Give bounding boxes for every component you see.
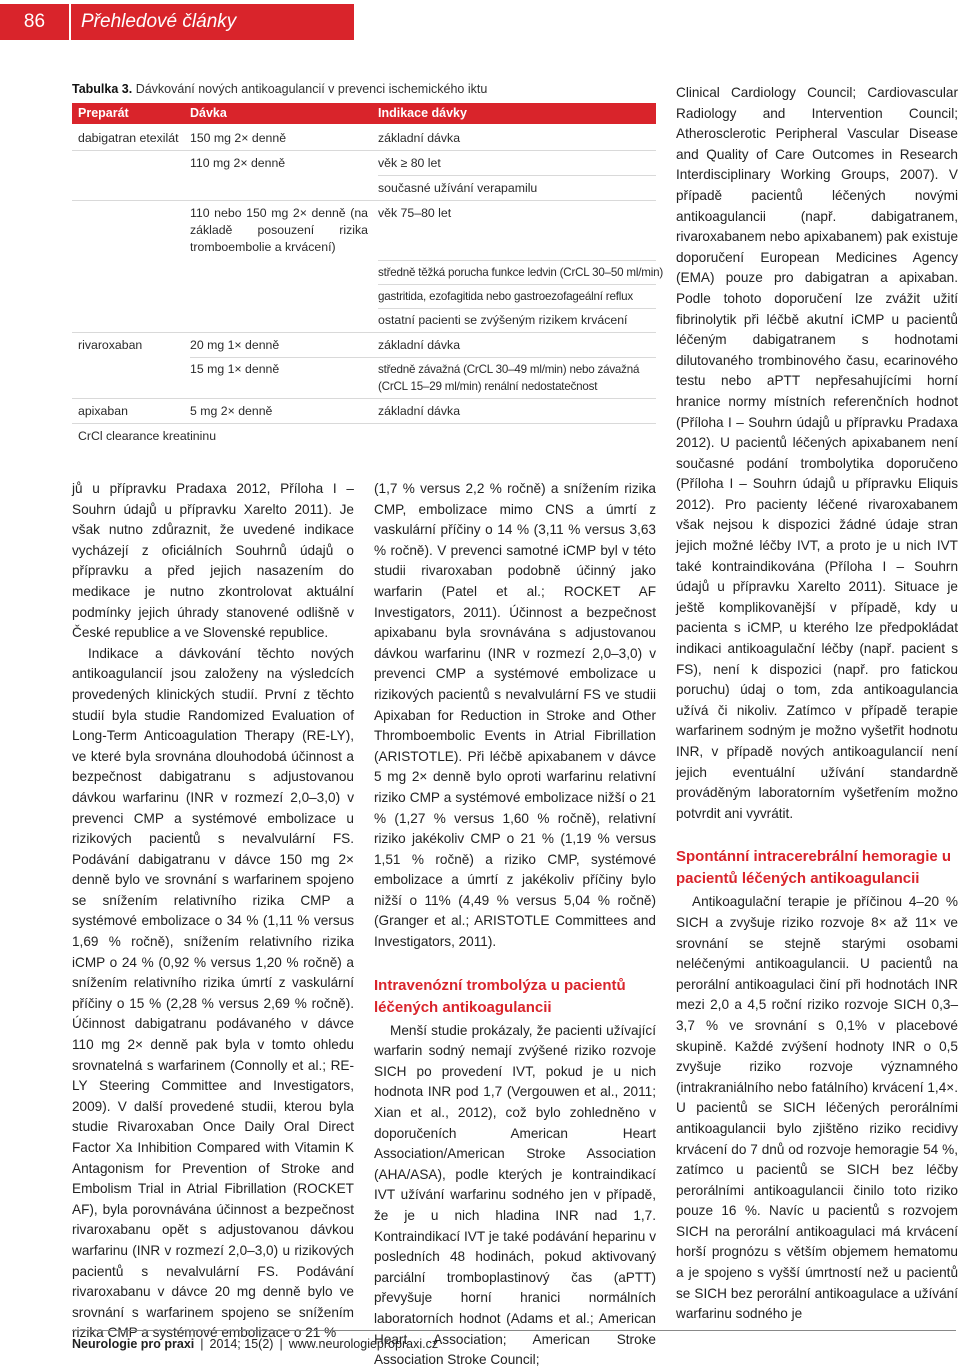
table-cell-indikace: současné užívání verapamilu bbox=[378, 181, 538, 195]
table-header-indikace: Indikace dávky bbox=[378, 106, 467, 120]
page-footer: Neurologie pro praxi | 2014; 15(2) | www.neurologiepropraxi.cz bbox=[72, 1330, 956, 1351]
table-cell-davka: 110 nebo 150 mg 2× denně (na základě posouzení rizika tromboembolie a krvácení) bbox=[190, 206, 368, 254]
paragraph: Antikoagulační terapie je příčinou 4–20 % SICH a zvyšuje riziko rozvoje 8× až 11× ve srovnání se stejně starými osobami neléčenými antikoagulancii. U pacientů na perorální antikoagulaci činí při hodnotách INR mezi 2,0 a 4,5 roční riziko rozvoje SICH 0,3–3,7 % ve srovnání s 0,1% v placebové skupině. Každé zvýšení hodnoty INR o 0,5 zvyšuje riziko rozvoje významného (intrakraniálního nebo fatálního) krvácení 1,4×. U pacientů se SICH léčených perorálními antikoagulancii bylo zjištěno riziko recidivy krvácení do 7 dnů od rozvoje hemoragie 54 %, zatímco u pacientů se SICH bez léčby perorálními antikoagulancii činilo toto riziko pouze 16 %. Navíc u pacientů s rozvojem SICH na perorální antikoagulaci má krvácení horší prognózu s větším objemem hematomu a je spojeno s vyšší úmrtností než u pacientů se SICH bez perorální antikoagulace a užívání warfarinu sodného je bbox=[676, 894, 958, 1322]
paragraph: Clinical Cardiology Council; Cardiovascular Radiology and Intervention Council; Atherosclerotic Peripheral Vascular Disease and Quality of Care Outcomes in Research Interdisciplinary Working Groups, 2007). V případě pacientů léčených novými antikoagulancii (např. dabigatranem, rivaroxabanem nebo apixabanem) pak existuje doporučení European Medicines Agency (EMA) pouze pro dabigatran a apixaban. Podle tohoto doporučení lze zvážit užití fibrinolytik při léčbě akutní iCMP u pacientů léčeným dabigatranem s hodnotami dilutovaného trombinového času, ecarinového testu nebo aPTT nepřesahujícími horní hranice normy místních referenčních hodnot (Příloha I – Souhrn údajů u přípravku Pradaxa 2012). U pacientů léčených apixabanem není současné podání trombolytika doporučeno (Příloha I – Souhrn údajů u přípravku Eliquis 2012). Pro pacienty léčené rivaroxabanem však nejsou k dispozici žádné údaje stran jejich možné léčby IVT, a proto je u nich IVT také kontraindikována (Příloha I – Souhrn údajů u přípravku Xarelto 2011). Situace je ještě komplikovanější v případě, kdy u pacienta s iCMP, u kterého lze předpokládat indikaci antikoagulační léčby (např. pacient s FS), není k dispozici (např. pro fatickou poruchu) údaj o tom, zda antikoagulancia užívá či nikoliv. Zatímco v případě terapie warfarinem sodným je možno vyšetřit hodnotu INR, v případě nových antikoagulancií není jejich eventuální užívání standardně prováděným laboratorním vyšetřením možno potvrdit ani vyvrátit. bbox=[676, 85, 958, 821]
table-cell-davka: 15 mg 1× denně bbox=[190, 362, 280, 376]
journal-name: Neurologie pro praxi bbox=[72, 1337, 195, 1351]
table-cell-preparat: apixaban bbox=[78, 404, 128, 418]
table-caption bbox=[72, 82, 487, 96]
issue-info: 2014; 15(2) bbox=[209, 1337, 274, 1351]
table-cell-indikace: gastritida, ezofagitida nebo gastroezofageální reflux bbox=[378, 290, 633, 303]
section-heading: Intravenózní trombolýza u pacientů léčených antikoagulancii bbox=[374, 976, 626, 1016]
table-row-divider bbox=[72, 332, 656, 333]
table-cell-indikace: věk ≥ 80 let bbox=[378, 156, 441, 170]
paragraph: Menší studie prokázaly, že pacienti užívající warfarin sodný nemají zvýšené riziko rozvoje SICH po provedení IVT, pokud je u nich hodnota INR pod 1,7 (Vergouwen et al., 2011; Xian et al., 2012), což bylo zohledněno v doporučeních American Heart Association/American Stroke Association (AHA/ASA), podle kterých je kontraindikací IVT užívání warfarinu sodného jen v případě, že je u nich hladina INR nad 1,7. Kontraindikací IVT je také podávání heparinu v posledních 48 hodinách, pokud aktivovaný parciální tromboplastinový čas (aPTT) převyšuje horní hranici normálních laboratorních hodnot (Adams et al.; American Heart Association; American Stroke Association Stroke Council; bbox=[374, 1022, 656, 1368]
section-title: Přehledové články bbox=[71, 4, 354, 40]
section-heading: Spontánní intracerebrální hemoragie u pacientů léčených antikoagulancii bbox=[676, 848, 952, 888]
table-cell-indikace: věk 75–80 let bbox=[378, 206, 452, 220]
table-cell-indikace: základní dávka bbox=[378, 131, 461, 145]
table-cell-indikace: středně závažná (CrCL 30–49 ml/min) nebo závažná (CrCL 15–29 ml/min) renální nedostatečnost bbox=[378, 363, 640, 393]
table-row-divider bbox=[190, 357, 656, 358]
table-cell-indikace: základní dávka bbox=[378, 338, 461, 352]
text-column-1 bbox=[72, 479, 354, 1344]
table-row-divider bbox=[378, 175, 656, 176]
text-column-2 bbox=[374, 479, 656, 1371]
table-caption-label: Tabulka 3. bbox=[72, 82, 133, 96]
table-cell-davka: 150 mg 2× denně bbox=[190, 131, 287, 145]
table-row-divider bbox=[378, 260, 656, 261]
paragraph: Indikace a dávkování těchto nových antikoagulancií jsou založeny na výsledcích provedených klinických studií. První z těchto studií byla studie Randomized Evaluation of Long-Term Anticoagulation Therapy (RE-LY), ve které byla srovnána dlouhodobá účinnost a bezpečnost dabigatranu s adjustovanou dávkou warfarinu (INR v rozmezí 2,0–3,0) v prevenci CMP a systémové embolizace u rizikových pacientů s nevalvulární FS. Podávání dabigatranu v dávce 150 mg 2× denně bylo ve srovnání s warfarinem spojeno se snížením relativního rizika CMP a systémové embolizace o 34 % (1,11 % versus 1,69 % ročně), snížením relativního rizika iCMP o 24 % (0,92 % versus 1,20 % ročně) a snížením relativního rizika úmrtí z vaskulární příčiny o 15 % (2,28 % versus 2,69 % ročně). Účinnost dabigatranu podávaného v dávce 110 mg 2× denně pak byla v tomto ohledu srovnatelná s warfarinem (Connolly et al.; RE-LY Steering Committee and Investigators, 2009). V další provedené studii, kterou byla studie Rivaroxaban Once Daily Oral Direct Factor Xa Inhibition Compared with Vitamin K Antagonism for Prevention of Stroke and Embolism Trial in Atrial Fibrillation (ROCKET AF), byla porovnávána účinnost a bezpečnost rivaroxabanu opět s adjustovanou dávkou warfarinu (INR v rozmezí 2,0–3,0) u rizikových pacientů s nevalvulární FS. Podávání rivaroxabanu v dávce 20 mg denně bylo ve srovnání s warfarinem spojeno se snížením rizika CMP a systémové embolizace o 21 % bbox=[72, 645, 354, 1341]
table-header bbox=[72, 103, 656, 124]
table-header-davka: Dávka bbox=[190, 106, 227, 120]
table-cell-indikace: středně těžká porucha funkce ledvin (CrCL 30–50 ml/min) bbox=[378, 266, 663, 279]
table-cell-davka: 20 mg 1× denně bbox=[190, 338, 280, 352]
table-cell-preparat: rivaroxaban bbox=[78, 338, 143, 352]
journal-url[interactable]: www.neurologiepropraxi.cz bbox=[288, 1337, 439, 1351]
table-row-divider bbox=[378, 308, 656, 309]
table-row-divider bbox=[72, 423, 656, 424]
paragraph: jů u přípravku Pradaxa 2012, Příloha I – Souhrn údajů u přípravku Xarelto 2011). Je však nutno zdůraznit, že uvedené indikace vycházejí z oficiálních Souhrnů údajů o přípravku a před jejich nasazením do medikace je nutno zkontrolovat aktuální podmínky jejich úhrady stanovené odlišně v České republice a ve Slovenské republice. bbox=[72, 481, 354, 641]
table-caption-text: Dávkování nových antikoagulancií v prevenci ischemického iktu bbox=[135, 82, 488, 96]
table-row-divider bbox=[72, 200, 656, 201]
table-cell-indikace: základní dávka bbox=[378, 404, 461, 418]
table-row-divider bbox=[72, 398, 656, 399]
table-cell-preparat: dabigatran etexilát bbox=[78, 131, 179, 145]
table-row-divider bbox=[378, 284, 656, 285]
paragraph: (1,7 % versus 2,2 % ročně) a snížením rizika CMP, embolizace mimo CNS a úmrtí z vaskulární příčiny o 14 % (3,11 % versus 3,63 % ročně). V prevenci samotné iCMP byl v této studii rivaroxaban podobně účinný jako warfarin (Patel et al.; ROCKET AF Investigators, 2011). Účinnost a bezpečnost apixabanu byla srovnávána s adjustovanou dávkou warfarinu (INR v rozmezí 2,0–3,0) v prevenci CMP a systémové embolizace u rizikových pacientů s nevalvulární FS ve studii Apixaban for Reduction in Stroke and Other Thromboembolic Events in Atrial Fibrillation (ARISTOTLE). Při léčbě apixabanem v dávce 5 mg 2× denně bylo oproti warfarinu relativní riziko CMP a systémové embolizace nižší o 21 % (1,27 % versus 1,60 % ročně), relativní riziko jakékoliv CMP o 21 % (1,19 % versus 1,51 % ročně) a riziko CMP, systémové embolizace a úmrtí z jakékoliv příčiny bylo nižší o 11% (4,49 % versus 5,04 % ročně) (Granger et al.; ARISTOTLE Committees and Investigators, 2011). bbox=[374, 481, 656, 950]
table-cell-indikace: ostatní pacienti se zvýšeným rizikem krvácení bbox=[378, 313, 628, 327]
table-cell-davka: 5 mg 2× denně bbox=[190, 404, 273, 418]
table-cell-davka: 110 mg 2× denně bbox=[190, 156, 286, 170]
table-header-preparat: Preparát bbox=[78, 106, 129, 120]
table-row-divider bbox=[72, 150, 656, 151]
table-footnote: CrCl clearance kreatininu bbox=[78, 429, 217, 443]
page-number: 86 bbox=[0, 4, 69, 40]
text-column-3 bbox=[676, 83, 958, 1325]
